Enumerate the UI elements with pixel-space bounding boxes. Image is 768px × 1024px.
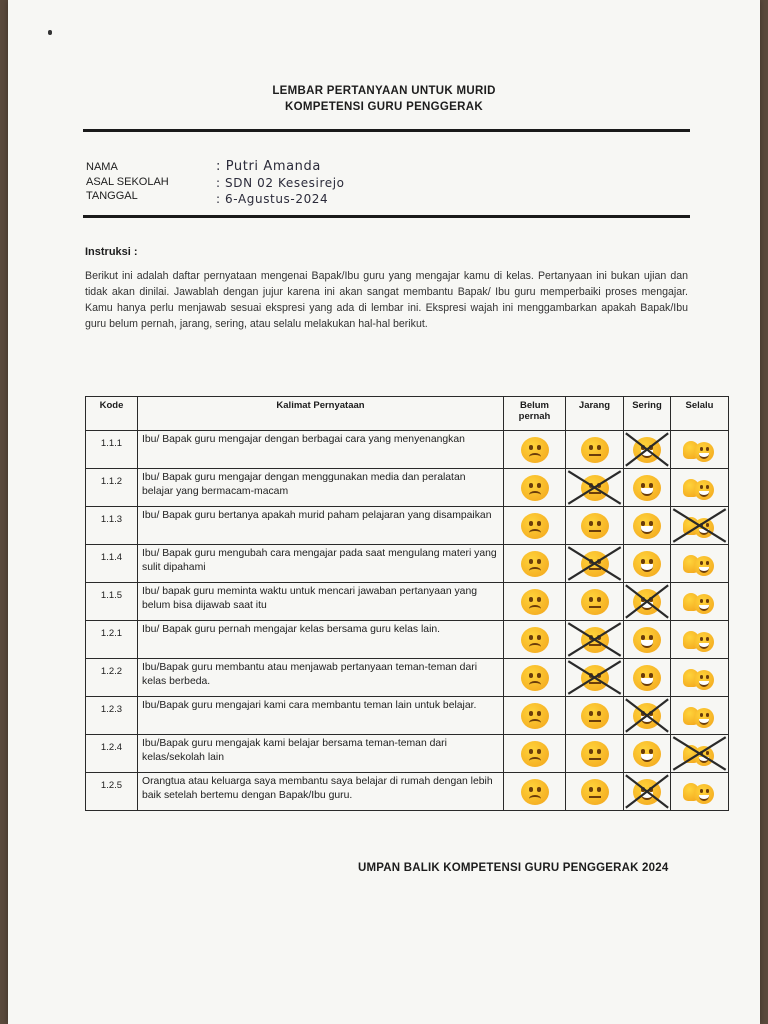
table-row xyxy=(86,773,729,811)
thumbs-up-face-icon xyxy=(683,779,717,805)
thumbs-up-face-icon xyxy=(683,741,717,767)
footer-title: UMPAN BALIK KOMPETENSI GURU PENGGERAK 2024 xyxy=(358,862,669,874)
face-option-cell[interactable] xyxy=(566,469,624,507)
smile-face-icon xyxy=(633,513,661,539)
face-option-cell[interactable] xyxy=(566,431,624,469)
neutral-face-icon xyxy=(581,779,609,805)
smile-face-icon xyxy=(633,779,661,805)
row-statement: Ibu/Bapak guru mengajak kami belajar bersama teman-teman dari kelas/sekolah lain xyxy=(138,735,504,773)
row-statement: Ibu/Bapak guru mengajari kami cara membantu teman lain untuk belajar. xyxy=(138,697,504,735)
header-jarang: Jarang xyxy=(566,397,624,431)
row-statement: Ibu/ Bapak guru mengajar dengan berbagai cara yang menyenangkan xyxy=(138,431,504,469)
name-label: NAMA xyxy=(86,161,118,173)
sad-face-icon xyxy=(521,475,549,501)
name-value: : Putri Amanda xyxy=(216,159,321,174)
header-code: Kode xyxy=(86,397,138,431)
face-option-cell[interactable] xyxy=(504,583,566,621)
face-option-cell[interactable] xyxy=(566,697,624,735)
sad-face-icon xyxy=(521,437,549,463)
row-statement: Ibu/ Bapak guru mengajar dengan menggunakan media dan peralatan belajar yang bermacam-macam xyxy=(138,469,504,507)
header-belum-pernah: Belum pernah xyxy=(504,397,566,431)
face-option-cell[interactable] xyxy=(566,583,624,621)
header-sering: Sering xyxy=(624,397,671,431)
thumbs-up-face-icon xyxy=(683,665,717,691)
smile-face-icon xyxy=(633,437,661,463)
face-option-cell[interactable] xyxy=(566,621,624,659)
smile-face-icon xyxy=(633,551,661,577)
face-option-cell[interactable] xyxy=(671,621,729,659)
row-code: 1.2.4 xyxy=(86,735,138,773)
row-code: 1.2.3 xyxy=(86,697,138,735)
face-option-cell[interactable] xyxy=(671,431,729,469)
face-option-cell[interactable] xyxy=(624,545,671,583)
smile-face-icon xyxy=(633,665,661,691)
thumbs-up-face-icon xyxy=(683,513,717,539)
questionnaire-sheet xyxy=(8,0,760,1024)
title-line-1: LEMBAR PERTANYAAN UNTUK MURID xyxy=(272,85,496,97)
face-option-cell[interactable] xyxy=(624,773,671,811)
table-row xyxy=(86,697,729,735)
row-statement: Ibu/ Bapak guru bertanya apakah murid paham pelajaran yang disampaikan xyxy=(138,507,504,545)
thumbs-up-face-icon xyxy=(683,475,717,501)
row-code: 1.1.1 xyxy=(86,431,138,469)
face-option-cell[interactable] xyxy=(671,735,729,773)
face-option-cell[interactable] xyxy=(624,697,671,735)
neutral-face-icon xyxy=(581,437,609,463)
row-statement: Ibu/ Bapak guru mengubah cara mengajar pada saat mengulang materi yang sulit dipahami xyxy=(138,545,504,583)
table-row xyxy=(86,621,729,659)
smile-face-icon xyxy=(633,627,661,653)
row-code: 1.2.2 xyxy=(86,659,138,697)
smile-face-icon xyxy=(633,475,661,501)
table-row xyxy=(86,583,729,621)
face-option-cell[interactable] xyxy=(671,583,729,621)
neutral-face-icon xyxy=(581,627,609,653)
instructions-heading: Instruksi : xyxy=(85,246,138,258)
row-code: 1.1.5 xyxy=(86,583,138,621)
table-row xyxy=(86,545,729,583)
face-option-cell[interactable] xyxy=(566,545,624,583)
face-option-cell[interactable] xyxy=(504,621,566,659)
table-row xyxy=(86,735,729,773)
face-option-cell[interactable] xyxy=(504,545,566,583)
ink-dot xyxy=(48,30,52,35)
title-line-2: KOMPETENSI GURU PENGGERAK xyxy=(285,101,483,113)
neutral-face-icon xyxy=(581,475,609,501)
sad-face-icon xyxy=(521,779,549,805)
sad-face-icon xyxy=(521,513,549,539)
table-row xyxy=(86,431,729,469)
school-label: ASAL SEKOLAH xyxy=(86,176,169,188)
table-row xyxy=(86,469,729,507)
thumbs-up-face-icon xyxy=(683,627,717,653)
instructions-body: Berikut ini adalah daftar pernyataan mengenai Bapak/Ibu guru yang mengajar kamu di kelas. Pertanyaan ini bukan ujian dan tidak akan dinilai. Jawablah dengan jujur karena ini akan sangat membantu Bapak/ Ibu guru memperbaiki proses mengajar. Kamu hanya perlu menjawab sesuai ekspresi yang ada di lembar ini. Ekspresi wajah ini menggambarkan apakah Bapak/Ibu guru belum pernah, jarang, sering, atau selalu melakukan hal-hal berikut. xyxy=(85,270,688,330)
thumbs-up-face-icon xyxy=(683,437,717,463)
neutral-face-icon xyxy=(581,703,609,729)
sad-face-icon xyxy=(521,741,549,767)
sad-face-icon xyxy=(521,703,549,729)
neutral-face-icon xyxy=(581,513,609,539)
header-statement: Kalimat Pernyataan xyxy=(138,397,504,431)
smile-face-icon xyxy=(633,589,661,615)
school-value: : SDN 02 Kesesirejo xyxy=(216,176,345,190)
neutral-face-icon xyxy=(581,665,609,691)
face-option-cell[interactable] xyxy=(624,659,671,697)
statement-table xyxy=(85,396,729,811)
face-option-cell[interactable] xyxy=(566,507,624,545)
smile-face-icon xyxy=(633,741,661,767)
thumbs-up-face-icon xyxy=(683,589,717,615)
face-option-cell[interactable] xyxy=(566,659,624,697)
sad-face-icon xyxy=(521,551,549,577)
row-statement: Ibu/ Bapak guru pernah mengajar kelas bersama guru kelas lain. xyxy=(138,621,504,659)
sad-face-icon xyxy=(521,589,549,615)
header-selalu: Selalu xyxy=(671,397,729,431)
sad-face-icon xyxy=(521,627,549,653)
face-option-cell[interactable] xyxy=(504,735,566,773)
row-code: 1.1.3 xyxy=(86,507,138,545)
thumbs-up-face-icon xyxy=(683,551,717,577)
table-row xyxy=(86,507,729,545)
face-option-cell[interactable] xyxy=(624,735,671,773)
face-option-cell[interactable] xyxy=(671,773,729,811)
row-code: 1.1.2 xyxy=(86,469,138,507)
face-option-cell[interactable] xyxy=(671,659,729,697)
neutral-face-icon xyxy=(581,589,609,615)
face-option-cell[interactable] xyxy=(504,697,566,735)
face-option-cell[interactable] xyxy=(504,659,566,697)
sad-face-icon xyxy=(521,665,549,691)
face-option-cell[interactable] xyxy=(671,469,729,507)
face-option-cell[interactable] xyxy=(671,697,729,735)
face-option-cell[interactable] xyxy=(624,507,671,545)
face-option-cell[interactable] xyxy=(504,507,566,545)
row-code: 1.2.1 xyxy=(86,621,138,659)
face-option-cell[interactable] xyxy=(566,735,624,773)
face-option-cell[interactable] xyxy=(624,583,671,621)
table-row xyxy=(86,659,729,697)
row-code: 1.2.5 xyxy=(86,773,138,811)
row-statement: Orangtua atau keluarga saya membantu saya belajar di rumah dengan lebih baik setelah bertemu dengan Bapak/Ibu guru. xyxy=(138,773,504,811)
row-statement: Ibu/Bapak guru membantu atau menjawab pertanyaan teman-teman dari kelas berbeda. xyxy=(138,659,504,697)
header-rule-bottom xyxy=(83,215,690,218)
face-option-cell[interactable] xyxy=(504,773,566,811)
face-option-cell[interactable] xyxy=(624,469,671,507)
face-option-cell[interactable] xyxy=(624,621,671,659)
neutral-face-icon xyxy=(581,551,609,577)
date-label: TANGGAL xyxy=(86,190,138,202)
thumbs-up-face-icon xyxy=(683,703,717,729)
face-option-cell[interactable] xyxy=(624,431,671,469)
row-code: 1.1.4 xyxy=(86,545,138,583)
face-option-cell[interactable] xyxy=(504,469,566,507)
header-rule-top xyxy=(83,129,690,132)
date-value: : 6-Agustus-2024 xyxy=(216,192,329,206)
face-option-cell[interactable] xyxy=(504,431,566,469)
face-option-cell[interactable] xyxy=(671,507,729,545)
face-option-cell[interactable] xyxy=(566,773,624,811)
row-statement: Ibu/ bapak guru meminta waktu untuk mencari jawaban pertanyaan yang belum bisa dijawab saat itu xyxy=(138,583,504,621)
neutral-face-icon xyxy=(581,741,609,767)
face-option-cell[interactable] xyxy=(671,545,729,583)
smile-face-icon xyxy=(633,703,661,729)
